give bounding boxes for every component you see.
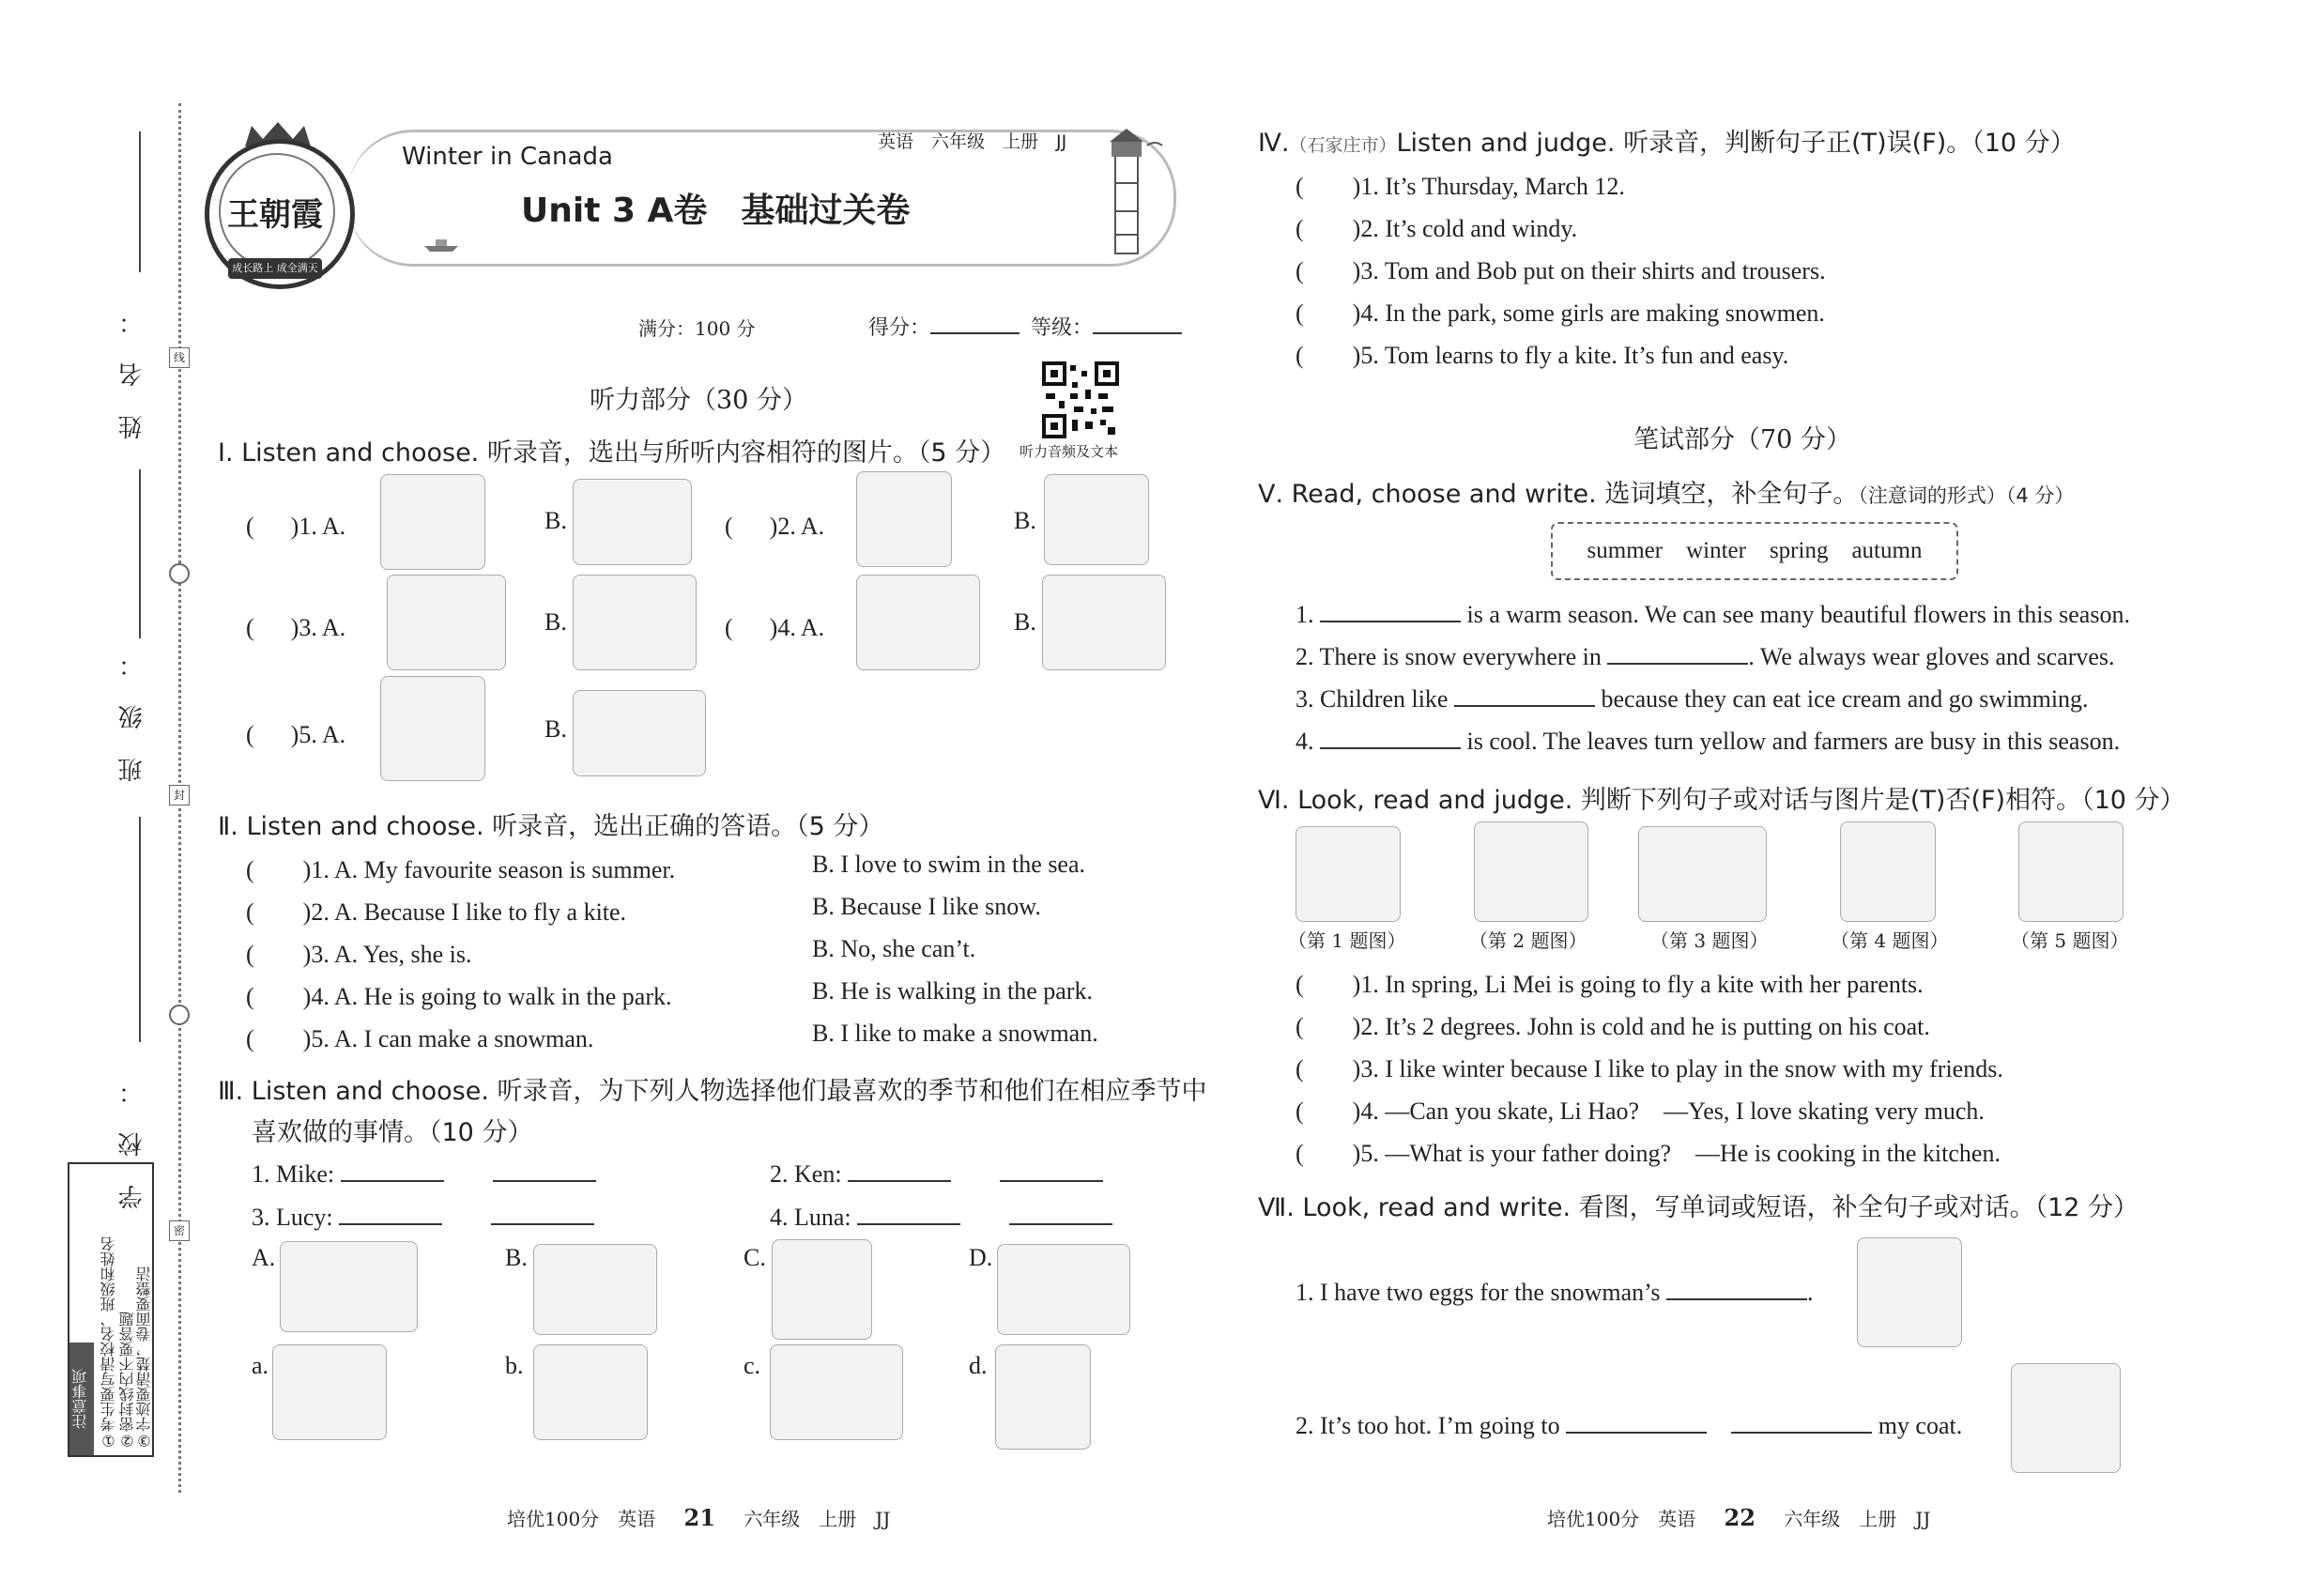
cut-mark-line: 线 bbox=[169, 347, 190, 368]
binding-hole-icon bbox=[169, 563, 190, 584]
s6-caption-3: （第 3 题图） bbox=[1650, 929, 1769, 952]
s1-q4-b: B. bbox=[1014, 608, 1036, 636]
s4-q4: ( )4. In the park, some girls are making snowmen. bbox=[1296, 299, 1825, 327]
footer-left bbox=[507, 1504, 890, 1531]
s3-season-label-d: D. bbox=[969, 1244, 993, 1271]
section-5-title bbox=[1258, 473, 2074, 510]
s6-caption-5: （第 5 题图） bbox=[2011, 929, 2129, 952]
s1-q3-b-picture[interactable] bbox=[573, 575, 697, 670]
s5-q3[interactable]: 3. Children like because they can eat ice cream and go swimming. bbox=[1296, 685, 2089, 713]
s6-q1: ( )1. In spring, Li Mei is going to fly a kite with her parents. bbox=[1296, 971, 1924, 998]
s3-activity-a-picture[interactable] bbox=[272, 1344, 387, 1440]
page-number-right: 22 bbox=[1724, 1504, 1756, 1531]
footer-right-prefix: 培优100分 英语 bbox=[1547, 1508, 1696, 1530]
section-4-title bbox=[1258, 122, 2076, 159]
section-2-title: Ⅱ. Listen and choose. 听录音，选出正确的答语。（5 分） bbox=[218, 812, 884, 841]
s3-activity-c-picture[interactable] bbox=[770, 1344, 903, 1440]
s6-picture-1[interactable] bbox=[1296, 826, 1401, 922]
s6-caption-2: （第 2 题图） bbox=[1469, 929, 1587, 952]
s3-season-label-b: B. bbox=[505, 1244, 528, 1271]
s2-q4-b: B. He is walking in the park. bbox=[812, 977, 1093, 1005]
s6-q3: ( )3. I like winter because I like to play in the snow with my friends. bbox=[1296, 1055, 2003, 1082]
footer-left-suffix: 六年级 上册 JJ bbox=[744, 1508, 891, 1530]
s1-q5-a-picture[interactable] bbox=[380, 676, 485, 781]
s1-q4-b-picture[interactable] bbox=[1042, 575, 1166, 670]
s1-q4-a-picture[interactable] bbox=[856, 575, 980, 670]
cut-mark-seal: 封 bbox=[169, 785, 190, 806]
s2-q3-b: B. No, she can’t. bbox=[812, 935, 976, 962]
score-field[interactable] bbox=[868, 312, 1020, 341]
s1-q3-a: ( )3. A. bbox=[246, 614, 346, 641]
s6-picture-4[interactable] bbox=[1840, 821, 1936, 922]
qr-code-icon[interactable] bbox=[1042, 361, 1119, 438]
section-4-number: Ⅳ. bbox=[1258, 129, 1290, 158]
school-line bbox=[139, 817, 141, 1042]
logo-text: 王朝霞 bbox=[227, 196, 323, 234]
s3-person-luna[interactable] bbox=[770, 1198, 1112, 1233]
s7-q1[interactable]: 1. I have two eggs for the snowman’s . bbox=[1296, 1279, 1814, 1306]
s4-q2: ( )2. It’s cold and windy. bbox=[1296, 215, 1578, 242]
section-5-title-text: Ⅴ. Read, choose and write. 选词填空，补全句子。 bbox=[1258, 480, 1859, 509]
s1-q3-a-picture[interactable] bbox=[387, 575, 506, 670]
s1-q2-b-picture[interactable] bbox=[1044, 474, 1149, 565]
s4-q3: ( )3. Tom and Bob put on their shirts and trousers. bbox=[1296, 257, 1826, 284]
s2-q5-b: B. I like to make a snowman. bbox=[812, 1020, 1098, 1047]
s3-person-label: 2. Ken: bbox=[770, 1160, 842, 1188]
s6-picture-5[interactable] bbox=[2018, 821, 2124, 922]
s3-activity-b-picture[interactable] bbox=[533, 1344, 648, 1440]
cut-mark-secret: 密 bbox=[169, 1220, 190, 1241]
grade-label: 等级： bbox=[1031, 316, 1094, 340]
s1-q5-a: ( )5. A. bbox=[246, 721, 346, 748]
s3-person-ken[interactable] bbox=[770, 1155, 1103, 1189]
s1-q4-a: ( )4. A. bbox=[725, 614, 825, 641]
s2-q2-b: B. Because I like snow. bbox=[812, 893, 1041, 920]
s1-q1-a: ( )1. A. bbox=[246, 513, 346, 540]
s7-q2-hot-picture[interactable] bbox=[2011, 1363, 2121, 1473]
s1-q5-b: B. bbox=[544, 715, 567, 743]
footer-right-suffix: 六年级 上册 JJ bbox=[1784, 1508, 1931, 1530]
s3-season-label-a: A. bbox=[252, 1244, 276, 1271]
grade-field[interactable] bbox=[1031, 312, 1182, 341]
s1-q1-a-picture[interactable] bbox=[380, 474, 485, 570]
class-label: 班级： bbox=[118, 624, 146, 782]
s3-activity-d-picture[interactable] bbox=[995, 1344, 1091, 1450]
s1-q1-b-picture[interactable] bbox=[573, 479, 692, 565]
s3-season-a-picture[interactable] bbox=[280, 1241, 418, 1332]
s7-q1-snowman-picture[interactable] bbox=[1857, 1237, 1962, 1347]
s3-person-mike[interactable] bbox=[252, 1155, 596, 1189]
s2-q1-a: ( )1. A. My favourite season is summer. bbox=[246, 856, 676, 883]
s2-q5-a: ( )5. A. I can make a snowman. bbox=[246, 1025, 594, 1052]
s5-q4[interactable]: 4. is cool. The leaves turn yellow and farmers are busy in this season. bbox=[1296, 728, 2121, 755]
s2-q1-b: B. I love to swim in the sea. bbox=[812, 851, 1086, 878]
binding-hole-icon bbox=[169, 1005, 190, 1025]
section-6-title: Ⅵ. Look, read and judge. 判断下列句子或对话与图片是(T)否(F)相符。（10 分） bbox=[1258, 786, 2185, 815]
s3-season-c-picture[interactable] bbox=[772, 1239, 872, 1340]
s1-q5-b-picture[interactable] bbox=[573, 690, 706, 776]
footer-right bbox=[1547, 1504, 1930, 1531]
s3-activity-label-b: b. bbox=[505, 1352, 524, 1379]
s6-q2: ( )2. It’s 2 degrees. John is cold and he is putting on his coat. bbox=[1296, 1013, 1930, 1040]
lighthouse-icon bbox=[1080, 127, 1173, 263]
s1-q2-b: B. bbox=[1014, 507, 1036, 534]
s3-activity-label-c: c. bbox=[744, 1352, 761, 1379]
s1-q3-b: B. bbox=[544, 608, 567, 636]
name-line bbox=[139, 131, 141, 272]
s2-q4-a: ( )4. A. He is going to walk in the park. bbox=[246, 983, 672, 1010]
section-1-title: Ⅰ. Listen and choose. 听录音，选出与所听内容相符的图片。（5 分） bbox=[218, 438, 1006, 468]
section-7-title: Ⅶ. Look, read and write. 看图，写单词或短语，补全句子或对话。（12 分） bbox=[1258, 1193, 2139, 1222]
page-title: Unit 3 A卷 基础过关卷 bbox=[521, 192, 911, 230]
s4-q1: ( )1. It’s Thursday, March 12. bbox=[1296, 173, 1625, 200]
s3-person-label: 4. Luna: bbox=[770, 1204, 851, 1231]
ship-icon bbox=[422, 235, 460, 253]
s3-person-lucy[interactable] bbox=[252, 1198, 594, 1233]
section-4-title-text: Listen and judge. 听录音，判断句子正(T)误(F)。（10 分） bbox=[1396, 129, 2076, 158]
subject-tags: 英语 六年级 上册 JJ bbox=[878, 131, 1067, 152]
section-3-title: Ⅲ. Listen and choose. 听录音，为下列人物选择他们最喜欢的季节和他们在相应季节中 bbox=[218, 1077, 1207, 1106]
notice-item: ③字迹要清楚，卷面要整洁 bbox=[135, 1266, 153, 1450]
logo-ribbon: 成长路上 成全满天 bbox=[228, 258, 322, 279]
s1-q2-a: ( )2. A. bbox=[725, 513, 825, 540]
s1-q1-b: B. bbox=[544, 507, 567, 534]
s1-q2-a-picture[interactable] bbox=[856, 471, 952, 567]
s6-q4: ( )4. —Can you skate, Li Hao? —Yes, I love skating very much. bbox=[1296, 1097, 1985, 1125]
s5-q2[interactable]: 2. There is snow everywhere in . We always wear gloves and scarves. bbox=[1296, 643, 2115, 670]
full-marks: 满分：100 分 bbox=[638, 317, 756, 340]
section-3-title-cont: 喜欢做的事情。（10 分） bbox=[252, 1118, 533, 1147]
class-line bbox=[139, 469, 141, 638]
section-4-city-tag: （石家庄市） bbox=[1289, 135, 1397, 156]
name-label: 姓名： bbox=[118, 282, 146, 439]
s6-picture-3[interactable] bbox=[1638, 826, 1767, 922]
s3-season-b-picture[interactable] bbox=[533, 1244, 657, 1335]
s3-season-d-picture[interactable] bbox=[997, 1244, 1130, 1335]
qr-caption: 听力音频及文本 bbox=[1020, 443, 1119, 460]
notice-item: ②密封线内不要答题 bbox=[118, 1312, 136, 1450]
s2-q3-a: ( )3. A. Yes, she is. bbox=[246, 941, 472, 968]
s3-person-label: 3. Lucy: bbox=[252, 1204, 333, 1231]
notice-box bbox=[68, 1162, 154, 1457]
writing-heading: 笔试部分（70 分） bbox=[1633, 425, 1851, 454]
s3-activity-label-a: a. bbox=[252, 1352, 269, 1379]
notice-item: ①考生要写清校名、班级和姓名 bbox=[100, 1236, 117, 1450]
s3-person-label: 1. Mike: bbox=[252, 1160, 335, 1188]
s5-q1[interactable]: 1. is a warm season. We can see many beautiful flowers in this season. bbox=[1296, 601, 2130, 628]
word-bank: summer winter spring autumn bbox=[1551, 522, 1958, 580]
s4-q5: ( )5. Tom learns to fly a kite. It’s fun and easy. bbox=[1296, 342, 1789, 369]
brand-logo bbox=[205, 139, 355, 289]
page-number-left: 21 bbox=[683, 1504, 715, 1531]
unit-topic: Winter in Canada bbox=[402, 143, 613, 171]
notice-title: 注意事项 bbox=[69, 1343, 94, 1455]
s3-activity-label-d: d. bbox=[969, 1352, 988, 1379]
s6-caption-4: （第 4 题图） bbox=[1831, 929, 1949, 952]
s7-q2[interactable]: 2. It’s too hot. I’m going to my coat. bbox=[1296, 1412, 1963, 1439]
score-label: 得分： bbox=[868, 316, 931, 340]
listening-heading: 听力部分（30 分） bbox=[590, 386, 807, 415]
section-5-note: （注意词的形式）（4 分） bbox=[1858, 484, 2075, 507]
s3-season-label-c: C. bbox=[744, 1244, 766, 1271]
footer-left-prefix: 培优100分 英语 bbox=[507, 1508, 656, 1530]
s6-q5: ( )5. —What is your father doing? —He is cooking in the kitchen. bbox=[1296, 1140, 2001, 1167]
s6-caption-1: （第 1 题图） bbox=[1288, 929, 1406, 952]
s6-picture-2[interactable] bbox=[1474, 821, 1588, 922]
school-label: 学校： bbox=[118, 1051, 146, 1209]
s2-q2-a: ( )2. A. Because I like to fly a kite. bbox=[246, 898, 627, 926]
